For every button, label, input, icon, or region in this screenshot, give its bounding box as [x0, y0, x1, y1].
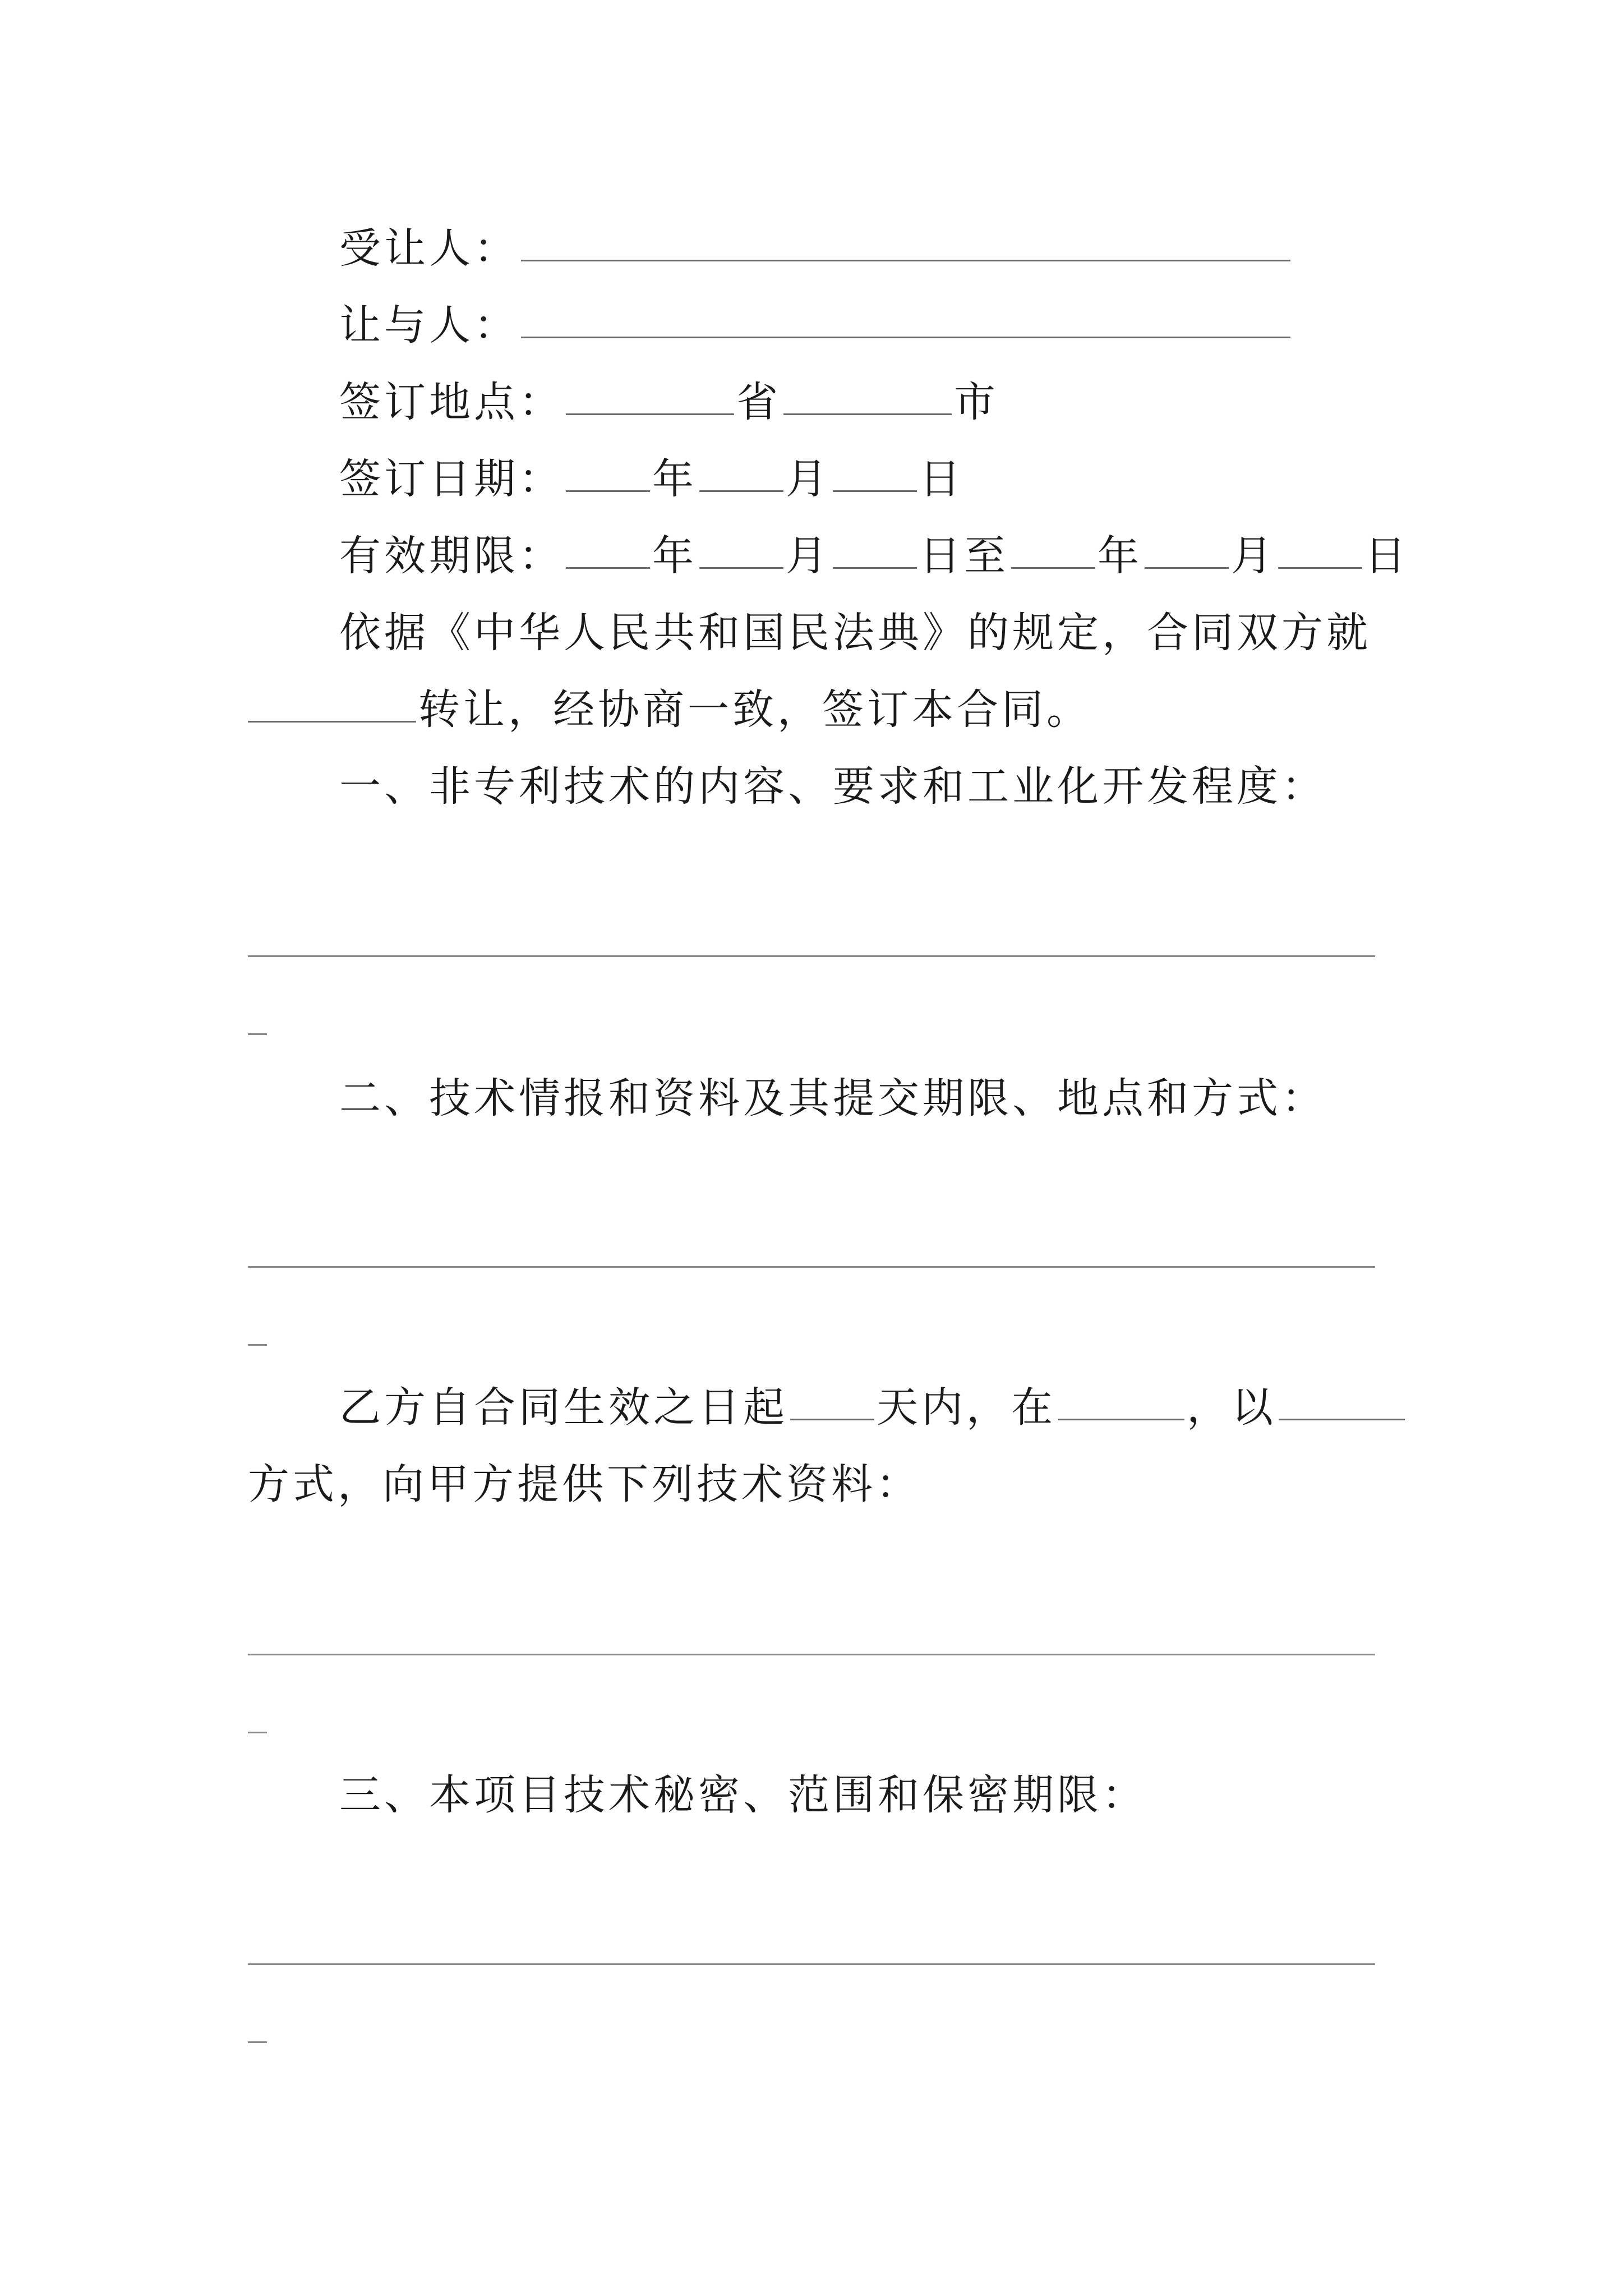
province-blank[interactable] — [566, 383, 734, 415]
section-3-fill-line[interactable] — [248, 1963, 1375, 1965]
day-unit: 日 — [919, 532, 964, 580]
delivery-line-1 — [339, 1370, 1407, 1438]
validity-line — [339, 519, 1409, 586]
day-unit: 日 — [919, 455, 964, 503]
year-unit: 年 — [652, 532, 697, 580]
intro-line-1 — [339, 596, 1371, 663]
start-year-blank[interactable] — [566, 537, 650, 569]
signing-place-line — [339, 365, 999, 432]
month-unit: 月 — [786, 532, 831, 580]
start-day-blank[interactable] — [833, 537, 917, 569]
city-unit: 市 — [954, 378, 999, 426]
delivery-text-2: 天内，在 — [877, 1383, 1056, 1432]
end-day-blank[interactable] — [1278, 537, 1362, 569]
section-2-fill-line[interactable] — [248, 1266, 1375, 1268]
to-text: 至 — [964, 532, 1009, 580]
section-1-title — [339, 749, 1326, 817]
delivery-text-3: ，以 — [1187, 1383, 1276, 1432]
section-2-fill-stub — [248, 1344, 267, 1346]
delivery-text-4: 方式，向甲方提供下列技术资料： — [248, 1460, 921, 1508]
validity-label: 有效期限： — [339, 532, 564, 580]
end-year-blank[interactable] — [1011, 537, 1095, 569]
assignee-label: 受让人： — [339, 224, 519, 273]
assignee-blank[interactable] — [521, 229, 1290, 261]
section-1-fill-line[interactable] — [248, 955, 1375, 957]
signing-date-label: 签订日期： — [339, 455, 564, 503]
delivery-fill-line[interactable] — [248, 1654, 1375, 1655]
section-1-fill-stub — [248, 1033, 267, 1035]
section-2-title — [339, 1061, 1326, 1129]
year-unit: 年 — [652, 455, 697, 503]
intro-text-1: 依据《中华人民共和国民法典》的规定，合同双方就 — [339, 609, 1371, 657]
days-blank[interactable] — [790, 1388, 874, 1420]
month-unit: 月 — [1231, 532, 1276, 580]
sign-year-blank[interactable] — [566, 460, 650, 492]
assignee-line — [339, 211, 1293, 279]
day-unit: 日 — [1364, 532, 1409, 580]
province-unit: 省 — [736, 378, 781, 426]
method-blank[interactable] — [1279, 1388, 1405, 1420]
intro-text-2: 转让，经协商一致，签订本合同。 — [418, 685, 1091, 734]
intro-line-2 — [248, 673, 1091, 740]
end-month-blank[interactable] — [1145, 537, 1229, 569]
start-month-blank[interactable] — [699, 537, 783, 569]
section-3-title — [339, 1758, 1147, 1825]
delivery-fill-stub — [248, 1732, 267, 1733]
location-blank[interactable] — [1058, 1388, 1184, 1420]
section-3-fill-stub — [248, 2041, 267, 2043]
month-unit: 月 — [786, 455, 831, 503]
sign-month-blank[interactable] — [699, 460, 783, 492]
signing-place-label: 签订地点： — [339, 378, 564, 426]
sign-day-blank[interactable] — [833, 460, 917, 492]
section-1-text: 一、非专利技术的内容、要求和工业化开发程度： — [339, 762, 1326, 811]
signing-date-line — [339, 442, 964, 509]
section-2-text: 二、技术情报和资料及其提交期限、地点和方式： — [339, 1074, 1326, 1122]
assignor-label: 让与人： — [339, 301, 519, 349]
city-blank[interactable] — [783, 383, 952, 415]
delivery-text-1: 乙方自合同生效之日起 — [339, 1383, 788, 1432]
section-3-text: 三、本项目技术秘密、范围和保密期限： — [339, 1771, 1147, 1819]
delivery-line-2 — [248, 1447, 921, 1515]
assignor-line — [339, 288, 1293, 356]
assignor-blank[interactable] — [521, 306, 1290, 338]
year-unit: 年 — [1098, 532, 1142, 580]
transfer-subject-blank[interactable] — [248, 691, 416, 723]
